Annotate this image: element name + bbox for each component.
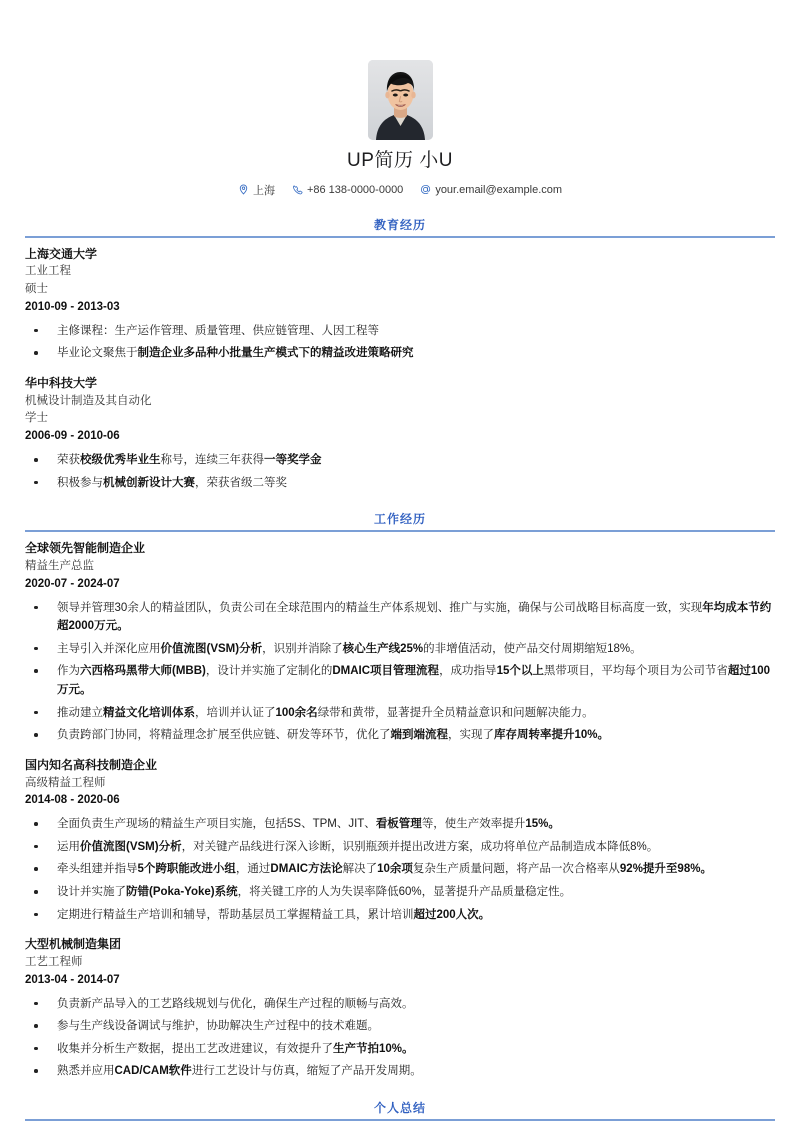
bullet-item — [25, 838, 775, 857]
bullet-emphasis: 100余名 — [275, 706, 318, 719]
bullet-emphasis: 生产节拍10%。 — [333, 1042, 414, 1055]
entry-subtitle: 工业工程 — [25, 265, 71, 278]
entry-date-range: 2020-07 - 2024-07 — [25, 577, 120, 590]
bullet-text: 全面负责生产现场的精益生产项目实施，包括5S、TPM、JIT、 — [57, 818, 376, 831]
bullet-text: 绿带和黄带，显著提升全员精益意识和问题解决能力。 — [317, 706, 594, 719]
bullet-item — [25, 726, 775, 745]
bullet-emphasis: 精益文化培训体系 — [103, 706, 195, 719]
entry-organization: 大型机械制造集团 — [25, 937, 122, 952]
contact-phone — [292, 184, 403, 196]
bullet-emphasis: 5个跨职能改进小组 — [137, 863, 236, 876]
bullet-text: ，设计并实施了定制化的 — [205, 665, 333, 678]
bullet-emphasis: 价值流图(VSM)分析 — [80, 840, 182, 853]
section-divider — [25, 236, 775, 238]
bullet-text: 熟悉并应用 — [57, 1065, 115, 1078]
entry-subtitle: 机械设计制造及其自动化 — [25, 394, 152, 407]
entry-bullet-list — [25, 815, 775, 924]
bullet-text: ，培训并认证了 — [195, 706, 276, 719]
section-title: 工作经历 — [373, 512, 426, 527]
contact-email-value: your.email@example.com — [435, 183, 563, 196]
bullet-item — [25, 906, 775, 925]
entry-bullet-list — [25, 995, 775, 1082]
bullet-item — [25, 995, 775, 1014]
bullet-emphasis: 价值流图(VSM)分析 — [160, 642, 263, 655]
entry-subtitle: 精益生产总监 — [25, 559, 94, 572]
bullet-text: 负责跨部门协同，将精益理念扩展至供应链、研发等环节，优化了 — [57, 729, 391, 742]
bullet-text: 称号，连续三年获得 — [160, 454, 264, 467]
bullet-emphasis: 一等奖学金 — [264, 454, 322, 467]
bullet-emphasis: 库存周转率提升10%。 — [494, 729, 610, 742]
bullet-text: 推动建立 — [57, 706, 103, 719]
entry-date-range: 2014-08 - 2020-06 — [25, 794, 120, 807]
entry-organization: 华中科技大学 — [25, 376, 98, 391]
bullet-emphasis: 10余项 — [377, 863, 413, 876]
resume-header — [25, 0, 775, 198]
section-education — [25, 216, 775, 493]
section-personal-summary — [25, 1099, 775, 1121]
bullet-emphasis: DMAIC项目管理流程 — [332, 665, 440, 678]
resume-entry — [25, 756, 775, 924]
bullet-item — [25, 1062, 775, 1081]
bullet-emphasis: 超过200人次。 — [413, 908, 491, 921]
bullet-emphasis: 制造企业多品种小批量生产模式下的精益改进策略研究 — [137, 347, 414, 360]
bullet-text: 等，使生产效率提升 — [421, 818, 526, 831]
resume-entry — [25, 539, 775, 745]
bullet-emphasis: 超过100万元。 — [57, 665, 771, 697]
section-divider — [25, 530, 775, 532]
bullet-emphasis: 防错(Poka-Yoke)系统 — [126, 886, 238, 899]
entry-organization: 国内知名高科技制造企业 — [25, 757, 158, 772]
resume-sections — [25, 216, 775, 1121]
bullet-text: 进行工艺设计与仿真，缩短了产品开发周期。 — [191, 1065, 422, 1078]
resume-entry — [25, 374, 775, 492]
bullet-item — [25, 883, 775, 902]
bullet-item — [25, 860, 775, 879]
bullet-item — [25, 322, 775, 341]
entry-subtitle: 工艺工程师 — [25, 955, 83, 968]
bullet-emphasis: 端到端流程 — [390, 729, 448, 742]
bullet-text: 领导并管理30余人的精益团队，负责公司在全球范围内的精益生产体系规划、推广与实施，确保与公司战略目标高度一致，实现 — [57, 601, 703, 614]
bullet-text: ，对关键产品线进行深入诊断，识别瓶颈并提出改进方案，成功将单位产品制造成本降低8%。 — [181, 840, 659, 853]
bullet-text: ，实现了 — [448, 729, 494, 742]
bullet-text: 牵头组建并指导 — [57, 863, 138, 876]
contact-location-value: 上海 — [252, 184, 275, 197]
bullet-emphasis: 校级优秀毕业生 — [80, 454, 161, 467]
bullet-text: 主导引入并深化应用 — [57, 642, 161, 655]
contact-phone-value: +86 138-0000-0000 — [306, 183, 404, 196]
bullet-text: 荣获 — [57, 454, 80, 467]
bullet-item — [25, 662, 775, 699]
bullet-text: 积极参与 — [57, 476, 103, 489]
entry-date-range: 2006-09 - 2010-06 — [25, 430, 120, 443]
bullet-text: ，荣获省级二等奖 — [195, 476, 287, 489]
bullet-item — [25, 451, 775, 470]
bullet-text: 复杂生产质量问题，将产品一次合格率从 — [412, 863, 620, 876]
entry-degree: 学士 — [25, 412, 48, 425]
bullet-item — [25, 640, 775, 659]
bullet-text: 解决了 — [342, 863, 378, 876]
bullet-text: 负责新产品导入的工艺路线规划与优化，确保生产过程的顺畅与高效。 — [57, 997, 414, 1010]
bullet-text: ，通过 — [235, 863, 271, 876]
bullet-text: 运用 — [57, 840, 80, 853]
entry-organization: 上海交通大学 — [25, 246, 98, 261]
bullet-text: 作为 — [57, 665, 80, 678]
bullet-emphasis: 机械创新设计大赛 — [103, 476, 195, 489]
bullet-text: 定期进行精益生产培训和辅导，帮助基层员工掌握精益工具，累计培训 — [57, 908, 414, 921]
section-work-experience — [25, 510, 775, 1081]
bullet-text: 参与生产线设备调试与维护，协助解决生产过程中的技术难题。 — [57, 1020, 379, 1033]
bullet-emphasis: 15个以上 — [496, 665, 544, 678]
section-divider — [25, 1119, 775, 1121]
section-title: 教育经历 — [373, 217, 426, 232]
contact-email — [420, 184, 562, 196]
bullet-item — [25, 599, 775, 636]
phone-icon — [292, 184, 303, 195]
page-title: UP简历 小U — [347, 150, 453, 171]
bullet-item — [25, 474, 775, 493]
contact-location — [238, 182, 275, 198]
bullet-emphasis: CAD/CAM软件 — [114, 1065, 192, 1078]
bullet-text: 设计并实施了 — [57, 886, 126, 899]
bullet-emphasis: 六西格玛黑带大师(MBB) — [80, 665, 206, 678]
bullet-emphasis: DMAIC方法论 — [270, 863, 343, 876]
section-title: 个人总结 — [373, 1101, 426, 1116]
entry-degree: 硕士 — [25, 283, 48, 296]
bullet-item — [25, 1040, 775, 1059]
entry-organization: 全球领先智能制造企业 — [25, 541, 146, 556]
bullet-text: 的非增值活动，使产品交付周期缩短18%。 — [423, 642, 642, 655]
bullet-emphasis: 年均成本节约超2000万元。 — [57, 601, 772, 633]
bullet-text: 黑带项目，平均每个项目为公司节省 — [543, 665, 728, 678]
location-pin-icon — [238, 184, 249, 195]
bullet-text: ，识别并消除了 — [262, 642, 343, 655]
contact-list — [25, 182, 775, 198]
bullet-emphasis: 15%。 — [525, 818, 560, 831]
resume-entry — [25, 935, 775, 1081]
entry-date-range: 2010-09 - 2013-03 — [25, 301, 120, 314]
entry-bullet-list — [25, 322, 775, 363]
avatar — [368, 60, 433, 140]
resume-entry — [25, 245, 775, 363]
bullet-text: ，成功指导 — [439, 665, 497, 678]
bullet-text: 主修课程：生产运作管理、质量管理、供应链管理、人因工程等 — [57, 324, 379, 337]
bullet-text: ，将关键工序的人为失误率降低60%，显著提升产品质量稳定性。 — [237, 886, 572, 899]
bullet-emphasis: 92%提升至98%。 — [619, 863, 712, 876]
entry-date-range: 2013-04 - 2014-07 — [25, 973, 120, 986]
email-at-icon — [420, 184, 431, 195]
entry-subtitle: 高级精益工程师 — [25, 776, 106, 789]
bullet-text: 收集并分析生产数据，提出工艺改进建议，有效提升了 — [57, 1042, 333, 1055]
bullet-text: 毕业论文聚焦于 — [57, 347, 138, 360]
entry-bullet-list — [25, 599, 775, 745]
bullet-emphasis: 核心生产线25% — [342, 642, 424, 655]
bullet-item — [25, 815, 775, 834]
bullet-emphasis: 看板管理 — [375, 818, 422, 831]
entry-bullet-list — [25, 451, 775, 492]
bullet-item — [25, 344, 775, 363]
bullet-item — [25, 704, 775, 723]
bullet-item — [25, 1017, 775, 1036]
